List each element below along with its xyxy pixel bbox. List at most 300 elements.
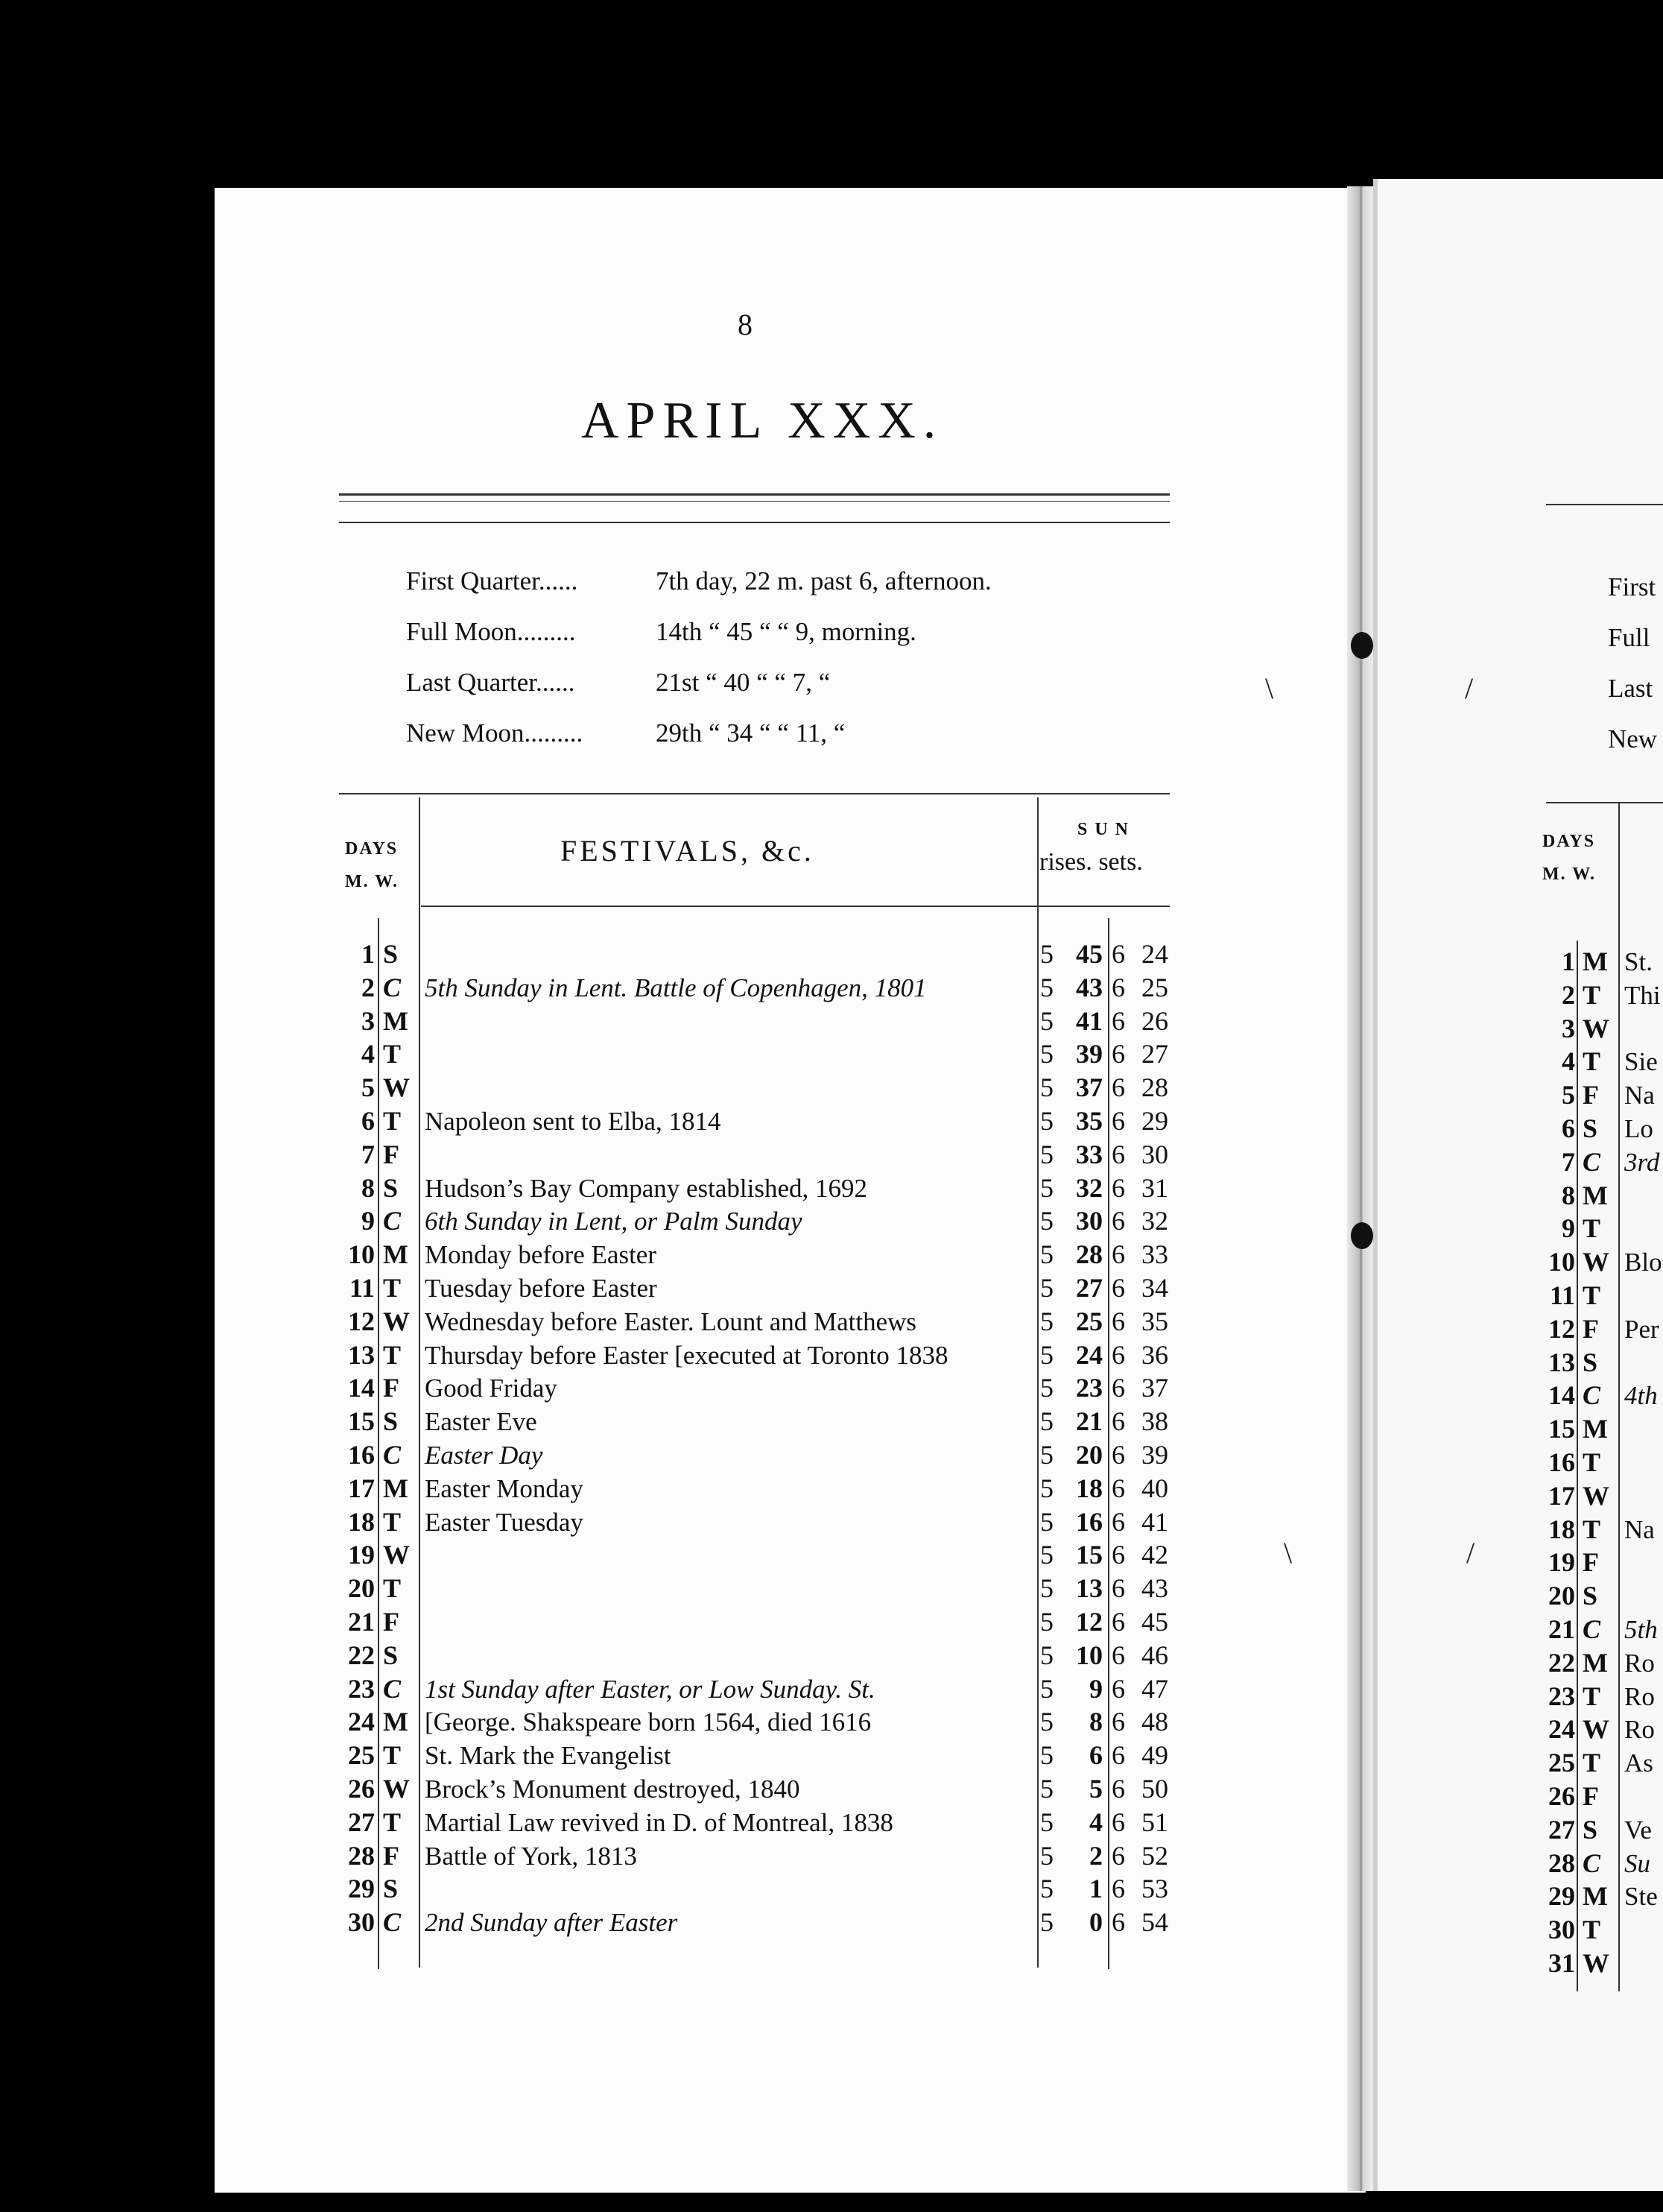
- weekday-letter: S: [383, 1640, 399, 1670]
- sunrise-minute: 8: [1089, 1707, 1103, 1737]
- sunset-hour: 6: [1112, 1907, 1125, 1938]
- binding-hole: [1351, 632, 1373, 659]
- sunset-hour: 6: [1112, 1273, 1125, 1303]
- weekday-letter: W: [383, 1072, 410, 1103]
- festivals-header: FESTIVALS, &c.: [560, 834, 814, 868]
- sunrise-hour: 5: [1040, 1172, 1054, 1203]
- right-weekday-letter: C: [1583, 1380, 1601, 1411]
- weekday-letter: T: [383, 1740, 402, 1771]
- sunset-hour: 6: [1112, 1573, 1125, 1604]
- right-festival-fragment: St.: [1624, 947, 1653, 976]
- sunrise-minute: 6: [1089, 1740, 1103, 1771]
- weekday-letter: M: [383, 1707, 408, 1737]
- sunrise-minute: 28: [1076, 1239, 1103, 1270]
- sunrise-hour: 5: [1040, 1206, 1054, 1236]
- page-mark: /: [1465, 672, 1474, 705]
- right-weekday-letter: C: [1583, 1146, 1601, 1177]
- sunset-minute: 46: [1141, 1640, 1168, 1670]
- right-weekday-letter: F: [1583, 1313, 1599, 1344]
- sunrise-minute: 1: [1089, 1874, 1103, 1904]
- sunrise-hour: 5: [1040, 1740, 1054, 1771]
- sunset-hour: 6: [1112, 1206, 1125, 1236]
- sunrise-minute: 23: [1076, 1373, 1103, 1403]
- right-weekday-letter: W: [1583, 1480, 1609, 1511]
- weekday-letter: F: [383, 1373, 399, 1403]
- right-weekday-letter: S: [1583, 1113, 1598, 1143]
- page-title: APRIL XXX.: [581, 392, 944, 449]
- sunset-hour: 6: [1112, 1740, 1125, 1771]
- right-day-number: 18: [1548, 1514, 1575, 1544]
- right-festival-fragment: Na: [1624, 1514, 1655, 1544]
- right-weekday-letter: M: [1583, 1180, 1608, 1210]
- day-number: 13: [348, 1339, 375, 1370]
- day-number: 25: [348, 1740, 375, 1771]
- right-weekday-letter: T: [1583, 1447, 1601, 1477]
- sunset-hour: 6: [1112, 972, 1125, 1002]
- sunset-minute: 53: [1141, 1874, 1168, 1904]
- day-number: 17: [348, 1473, 375, 1503]
- day-number: 16: [348, 1440, 375, 1470]
- sunrise-minute: 4: [1089, 1807, 1103, 1837]
- weekday-letter: C: [383, 1907, 402, 1938]
- sunset-hour: 6: [1112, 1239, 1125, 1270]
- sunrise-minute: 35: [1076, 1106, 1103, 1136]
- sunrise-hour: 5: [1040, 1707, 1054, 1737]
- sunset-minute: 38: [1141, 1406, 1168, 1437]
- sunset-minute: 49: [1141, 1740, 1168, 1771]
- weekday-letter: S: [383, 1874, 399, 1904]
- sunset-minute: 52: [1141, 1840, 1168, 1871]
- sunrise-hour: 5: [1040, 1306, 1054, 1336]
- sunrise-minute: 33: [1076, 1139, 1103, 1169]
- right-festival-fragment: 5th: [1624, 1615, 1658, 1644]
- day-number: 27: [348, 1807, 375, 1837]
- sunset-hour: 6: [1112, 1707, 1125, 1737]
- weekday-letter: W: [383, 1774, 410, 1804]
- sunset-hour: 6: [1112, 1039, 1125, 1069]
- weekday-letter: T: [383, 1106, 402, 1136]
- sunset-minute: 40: [1141, 1473, 1168, 1503]
- festival-entry: Easter Tuesday: [425, 1507, 583, 1537]
- page-mark: /: [1466, 1536, 1475, 1570]
- right-festival-fragment: As: [1624, 1748, 1653, 1778]
- right-day-number: 21: [1548, 1614, 1575, 1644]
- sunset-hour: 6: [1112, 1673, 1125, 1704]
- day-number: 26: [348, 1774, 375, 1804]
- right-weekday-letter: T: [1583, 1213, 1601, 1244]
- right-moon-fragment: Last: [1608, 674, 1653, 703]
- day-number: 5: [361, 1072, 375, 1103]
- mw-header: M. W.: [345, 872, 399, 891]
- sunset-minute: 24: [1141, 939, 1168, 969]
- right-weekday-letter: S: [1583, 1581, 1598, 1611]
- festival-entry: Easter Eve: [425, 1407, 537, 1437]
- weekday-letter: W: [383, 1540, 410, 1570]
- sunset-hour: 6: [1112, 1540, 1125, 1570]
- day-number: 19: [348, 1540, 375, 1570]
- right-day-number: 17: [1548, 1480, 1575, 1511]
- column-line: [378, 918, 379, 1969]
- festival-entry: Thursday before Easter [executed at Toronto 1838: [425, 1340, 948, 1370]
- right-day-number: 11: [1549, 1280, 1575, 1310]
- right-festival-fragment: Sie: [1624, 1047, 1658, 1077]
- day-number: 6: [361, 1106, 375, 1136]
- sunset-minute: 36: [1141, 1339, 1168, 1370]
- sunrise-hour: 5: [1040, 1506, 1054, 1537]
- rises-sets-header: rises. sets.: [1039, 848, 1143, 876]
- weekday-letter: M: [383, 1005, 408, 1036]
- sunset-minute: 31: [1141, 1172, 1168, 1203]
- sunrise-minute: 12: [1076, 1607, 1103, 1637]
- festival-entry: Martial Law revived in D. of Montreal, 1838: [425, 1807, 893, 1837]
- festival-entry: St. Mark the Evangelist: [425, 1741, 671, 1771]
- right-weekday-letter: M: [1583, 1881, 1608, 1912]
- festival-entry: 1st Sunday after Easter, or Low Sunday. St.: [425, 1674, 875, 1704]
- moon-phase-time: 14th “ 45 “ “ 9, morning.: [656, 617, 916, 646]
- right-festival-fragment: Per: [1624, 1314, 1659, 1344]
- day-number: 9: [361, 1206, 375, 1236]
- weekday-letter: T: [383, 1573, 402, 1604]
- column-line: [1037, 797, 1039, 1968]
- right-day-number: 23: [1548, 1681, 1575, 1711]
- sunset-minute: 35: [1141, 1306, 1168, 1336]
- right-day-number: 10: [1548, 1247, 1575, 1277]
- right-day-number: 28: [1548, 1848, 1575, 1878]
- weekday-letter: S: [383, 1172, 399, 1203]
- weekday-letter: F: [383, 1840, 399, 1871]
- right-festival-fragment: Su: [1624, 1848, 1650, 1878]
- sunrise-minute: 27: [1076, 1273, 1103, 1303]
- sun-header: S U N: [1077, 820, 1130, 839]
- right-weekday-letter: W: [1583, 1714, 1609, 1745]
- sunrise-hour: 5: [1040, 1774, 1054, 1804]
- moon-phase-name: New Moon.........: [406, 718, 583, 748]
- festival-entry: Good Friday: [425, 1374, 557, 1403]
- moon-phase-name: Full Moon.........: [406, 617, 576, 646]
- festival-entry: Wednesday before Easter. Lount and Matthews: [425, 1306, 917, 1336]
- sunrise-hour: 5: [1040, 1874, 1054, 1904]
- right-festival-fragment: Lo: [1624, 1114, 1653, 1143]
- day-number: 22: [348, 1640, 375, 1670]
- sunset-minute: 32: [1141, 1206, 1168, 1236]
- sunrise-hour: 5: [1040, 1573, 1054, 1604]
- weekday-letter: T: [383, 1039, 402, 1069]
- right-weekday-letter: W: [1583, 1948, 1609, 1978]
- right-day-number: 2: [1562, 979, 1575, 1010]
- top-rule: [339, 493, 1170, 496]
- sunrise-minute: 16: [1076, 1506, 1103, 1537]
- right-festival-fragment: 4th: [1624, 1381, 1658, 1411]
- sunset-minute: 30: [1141, 1139, 1168, 1169]
- sunrise-minute: 30: [1076, 1206, 1103, 1236]
- sunset-hour: 6: [1112, 1807, 1125, 1837]
- sunrise-hour: 5: [1040, 1339, 1054, 1370]
- top-rule-2: [339, 522, 1170, 523]
- right-weekday-letter: T: [1583, 1280, 1601, 1310]
- right-day-number: 29: [1548, 1881, 1575, 1912]
- sunrise-minute: 2: [1089, 1840, 1103, 1871]
- festival-entry: [George. Shakspeare born 1564, died 1616: [425, 1707, 872, 1737]
- sunset-minute: 34: [1141, 1273, 1168, 1303]
- day-number: 29: [348, 1874, 375, 1904]
- sunset-minute: 47: [1141, 1673, 1168, 1704]
- right-weekday-letter: F: [1583, 1547, 1599, 1578]
- right-weekday-letter: M: [1583, 1647, 1608, 1678]
- right-day-number: 15: [1548, 1414, 1575, 1444]
- sunset-minute: 28: [1141, 1072, 1168, 1103]
- sunrise-minute: 20: [1076, 1440, 1103, 1470]
- right-table-rule: [1546, 802, 1663, 803]
- right-weekday-letter: C: [1583, 1848, 1601, 1878]
- weekday-letter: T: [383, 1273, 402, 1303]
- weekday-letter: M: [383, 1239, 408, 1270]
- right-festival-fragment: Blo: [1624, 1248, 1662, 1277]
- right-festival-fragment: Ro: [1624, 1715, 1655, 1745]
- right-day-number: 25: [1548, 1748, 1575, 1778]
- sunrise-hour: 5: [1040, 1840, 1054, 1871]
- sunset-hour: 6: [1112, 1440, 1125, 1470]
- weekday-letter: S: [383, 939, 399, 969]
- sunset-hour: 6: [1112, 1406, 1125, 1437]
- page-number: 8: [738, 308, 753, 341]
- right-day-number: 30: [1548, 1915, 1575, 1945]
- sunrise-minute: 24: [1076, 1339, 1103, 1370]
- right-day-number: 7: [1562, 1146, 1575, 1177]
- sunrise-minute: 41: [1076, 1005, 1103, 1036]
- weekday-letter: C: [383, 1673, 402, 1704]
- right-festival-fragment: Na: [1624, 1081, 1655, 1110]
- sunset-hour: 6: [1112, 939, 1125, 969]
- right-festival-fragment: Thi: [1624, 980, 1661, 1010]
- right-festival-fragment: Ste: [1624, 1882, 1658, 1912]
- sunset-minute: 26: [1141, 1005, 1168, 1036]
- sunset-minute: 54: [1141, 1907, 1168, 1938]
- right-day-number: 19: [1548, 1547, 1575, 1578]
- sunset-hour: 6: [1112, 1139, 1125, 1169]
- right-festival-fragment: 3rd: [1624, 1147, 1660, 1177]
- sunrise-hour: 5: [1040, 1607, 1054, 1637]
- sunrise-hour: 5: [1040, 1640, 1054, 1670]
- sunset-hour: 6: [1112, 1339, 1125, 1370]
- sunset-hour: 6: [1112, 1607, 1125, 1637]
- sunrise-hour: 5: [1040, 1273, 1054, 1303]
- header-bottom-rule: [421, 906, 1170, 907]
- sunrise-hour: 5: [1040, 1373, 1054, 1403]
- day-number: 10: [348, 1239, 375, 1270]
- right-weekday-letter: F: [1583, 1080, 1599, 1110]
- right-weekday-letter: T: [1583, 1681, 1601, 1711]
- right-day-number: 20: [1548, 1581, 1575, 1611]
- sunset-hour: 6: [1112, 1774, 1125, 1804]
- day-number: 14: [348, 1373, 375, 1403]
- day-number: 24: [348, 1707, 375, 1737]
- sunset-hour: 6: [1112, 1373, 1125, 1403]
- sunrise-hour: 5: [1040, 1106, 1054, 1136]
- moon-phase-time: 29th “ 34 “ “ 11, “: [656, 718, 846, 748]
- festival-entry: Monday before Easter: [425, 1240, 656, 1270]
- sunset-minute: 25: [1141, 972, 1168, 1002]
- right-festival-fragment: Ve: [1624, 1815, 1652, 1845]
- right-weekday-letter: T: [1583, 1915, 1601, 1945]
- top-rule-thin: [339, 501, 1170, 502]
- sunrise-hour: 5: [1040, 1039, 1054, 1069]
- right-column-line: [1618, 803, 1620, 1991]
- festival-entry: Brock’s Monument destroyed, 1840: [425, 1775, 800, 1804]
- sunrise-minute: 32: [1076, 1172, 1103, 1203]
- day-number: 11: [349, 1273, 375, 1303]
- sunset-hour: 6: [1112, 1874, 1125, 1904]
- right-mw-header: M. W.: [1542, 865, 1597, 884]
- moon-phase-name: First Quarter......: [406, 566, 578, 595]
- sunrise-hour: 5: [1040, 1239, 1054, 1270]
- right-day-number: 5: [1562, 1080, 1575, 1110]
- sunrise-minute: 5: [1089, 1774, 1103, 1804]
- day-number: 21: [348, 1607, 375, 1637]
- sunset-hour: 6: [1112, 1106, 1125, 1136]
- day-number: 12: [348, 1306, 375, 1336]
- sunrise-minute: 15: [1076, 1540, 1103, 1570]
- moon-phase-time: 21st “ 40 “ “ 7, “: [656, 668, 831, 697]
- weekday-letter: C: [383, 1440, 402, 1470]
- right-moon-fragment: Full: [1608, 623, 1650, 652]
- right-festival-fragment: Ro: [1624, 1648, 1655, 1678]
- page-mark: \: [1284, 1536, 1293, 1570]
- right-weekday-letter: T: [1583, 979, 1601, 1010]
- sunrise-hour: 5: [1040, 1807, 1054, 1837]
- right-weekday-letter: W: [1583, 1247, 1609, 1277]
- right-top-rule: [1546, 504, 1663, 505]
- right-day-number: 26: [1548, 1781, 1575, 1811]
- sunset-minute: 45: [1141, 1607, 1168, 1637]
- day-number: 7: [361, 1139, 375, 1169]
- weekday-letter: T: [383, 1807, 402, 1837]
- table-top-rule: [339, 793, 1170, 794]
- sunrise-minute: 25: [1076, 1306, 1103, 1336]
- sunrise-minute: 39: [1076, 1039, 1103, 1069]
- sunset-hour: 6: [1112, 1640, 1125, 1670]
- sunset-hour: 6: [1112, 1172, 1125, 1203]
- sunset-hour: 6: [1112, 1072, 1125, 1103]
- right-day-number: 22: [1548, 1647, 1575, 1678]
- sunrise-minute: 0: [1089, 1907, 1103, 1938]
- weekday-letter: C: [383, 1206, 402, 1236]
- right-day-number: 27: [1548, 1814, 1575, 1845]
- right-day-number: 31: [1548, 1948, 1575, 1978]
- festival-entry: Easter Day: [425, 1441, 543, 1470]
- right-weekday-letter: T: [1583, 1046, 1601, 1077]
- sunrise-hour: 5: [1040, 1473, 1054, 1503]
- sunrise-minute: 37: [1076, 1072, 1103, 1103]
- sunrise-hour: 5: [1040, 1072, 1054, 1103]
- festival-entry: 6th Sunday in Lent, or Palm Sunday: [425, 1207, 802, 1236]
- festival-entry: Napoleon sent to Elba, 1814: [425, 1107, 721, 1136]
- days-header: DAYS: [345, 839, 399, 859]
- right-day-number: 3: [1562, 1013, 1575, 1043]
- right-day-number: 1: [1562, 947, 1575, 976]
- sunset-minute: 51: [1141, 1807, 1168, 1837]
- day-number: 3: [361, 1005, 375, 1036]
- sunset-minute: 37: [1141, 1373, 1168, 1403]
- sunset-minute: 48: [1141, 1707, 1168, 1737]
- festival-entry: Battle of York, 1813: [425, 1841, 637, 1871]
- weekday-letter: T: [383, 1339, 402, 1370]
- sunrise-minute: 18: [1076, 1473, 1103, 1503]
- sunset-hour: 6: [1112, 1840, 1125, 1871]
- weekday-letter: T: [383, 1506, 402, 1537]
- sunrise-hour: 5: [1040, 1440, 1054, 1470]
- day-number: 18: [348, 1506, 375, 1537]
- column-line: [1108, 918, 1109, 1969]
- page-mark: \: [1265, 672, 1274, 705]
- sunset-minute: 42: [1141, 1540, 1168, 1570]
- weekday-letter: F: [383, 1607, 399, 1637]
- right-weekday-letter: S: [1583, 1814, 1598, 1845]
- right-weekday-letter: W: [1583, 1013, 1609, 1043]
- weekday-letter: F: [383, 1139, 399, 1169]
- right-day-number: 8: [1562, 1180, 1575, 1210]
- right-days-header: DAYS: [1542, 832, 1596, 851]
- sunrise-hour: 5: [1040, 1139, 1054, 1169]
- right-day-number: 4: [1562, 1046, 1575, 1077]
- day-number: 28: [348, 1840, 375, 1871]
- sunset-minute: 50: [1141, 1774, 1168, 1804]
- right-weekday-letter: F: [1583, 1781, 1599, 1811]
- sunset-minute: 33: [1141, 1239, 1168, 1270]
- sunrise-hour: 5: [1040, 1907, 1054, 1938]
- day-number: 30: [348, 1907, 375, 1938]
- right-day-number: 9: [1562, 1213, 1575, 1244]
- sunrise-minute: 21: [1076, 1406, 1103, 1437]
- right-day-number: 16: [1548, 1447, 1575, 1477]
- right-day-number: 13: [1548, 1347, 1575, 1377]
- sunrise-minute: 43: [1076, 972, 1103, 1002]
- weekday-letter: S: [383, 1406, 399, 1437]
- sunrise-hour: 5: [1040, 972, 1054, 1002]
- day-number: 2: [361, 972, 375, 1002]
- right-weekday-letter: M: [1583, 947, 1608, 976]
- moon-phase-time: 7th day, 22 m. past 6, afternoon.: [656, 566, 992, 595]
- sunrise-hour: 5: [1040, 939, 1054, 969]
- right-day-number: 6: [1562, 1113, 1575, 1143]
- moon-phase-name: Last Quarter......: [406, 668, 575, 697]
- day-number: 15: [348, 1406, 375, 1437]
- binding-hole: [1351, 1222, 1373, 1249]
- sunset-hour: 6: [1112, 1473, 1125, 1503]
- right-day-number: 14: [1548, 1380, 1575, 1411]
- sunset-minute: 39: [1141, 1440, 1168, 1470]
- day-number: 4: [361, 1039, 375, 1069]
- right-weekday-letter: S: [1583, 1347, 1598, 1377]
- sunrise-minute: 10: [1076, 1640, 1103, 1670]
- right-festival-fragment: Ro: [1624, 1681, 1655, 1711]
- right-weekday-letter: T: [1583, 1514, 1601, 1544]
- right-moon-fragment: New: [1608, 724, 1658, 753]
- festival-entry: 2nd Sunday after Easter: [425, 1908, 678, 1938]
- right-column-line: [1577, 941, 1578, 1991]
- right-weekday-letter: C: [1583, 1614, 1601, 1644]
- right-day-number: 24: [1548, 1714, 1575, 1745]
- book-spine: [1347, 186, 1374, 2191]
- sunset-minute: 27: [1141, 1039, 1168, 1069]
- sunrise-minute: 45: [1076, 939, 1103, 969]
- sunrise-minute: 9: [1089, 1673, 1103, 1704]
- day-number: 8: [361, 1172, 375, 1203]
- festival-entry: Easter Monday: [425, 1473, 583, 1503]
- day-number: 23: [348, 1673, 375, 1704]
- sunset-minute: 29: [1141, 1106, 1168, 1136]
- day-number: 20: [348, 1573, 375, 1604]
- sunset-minute: 41: [1141, 1506, 1168, 1537]
